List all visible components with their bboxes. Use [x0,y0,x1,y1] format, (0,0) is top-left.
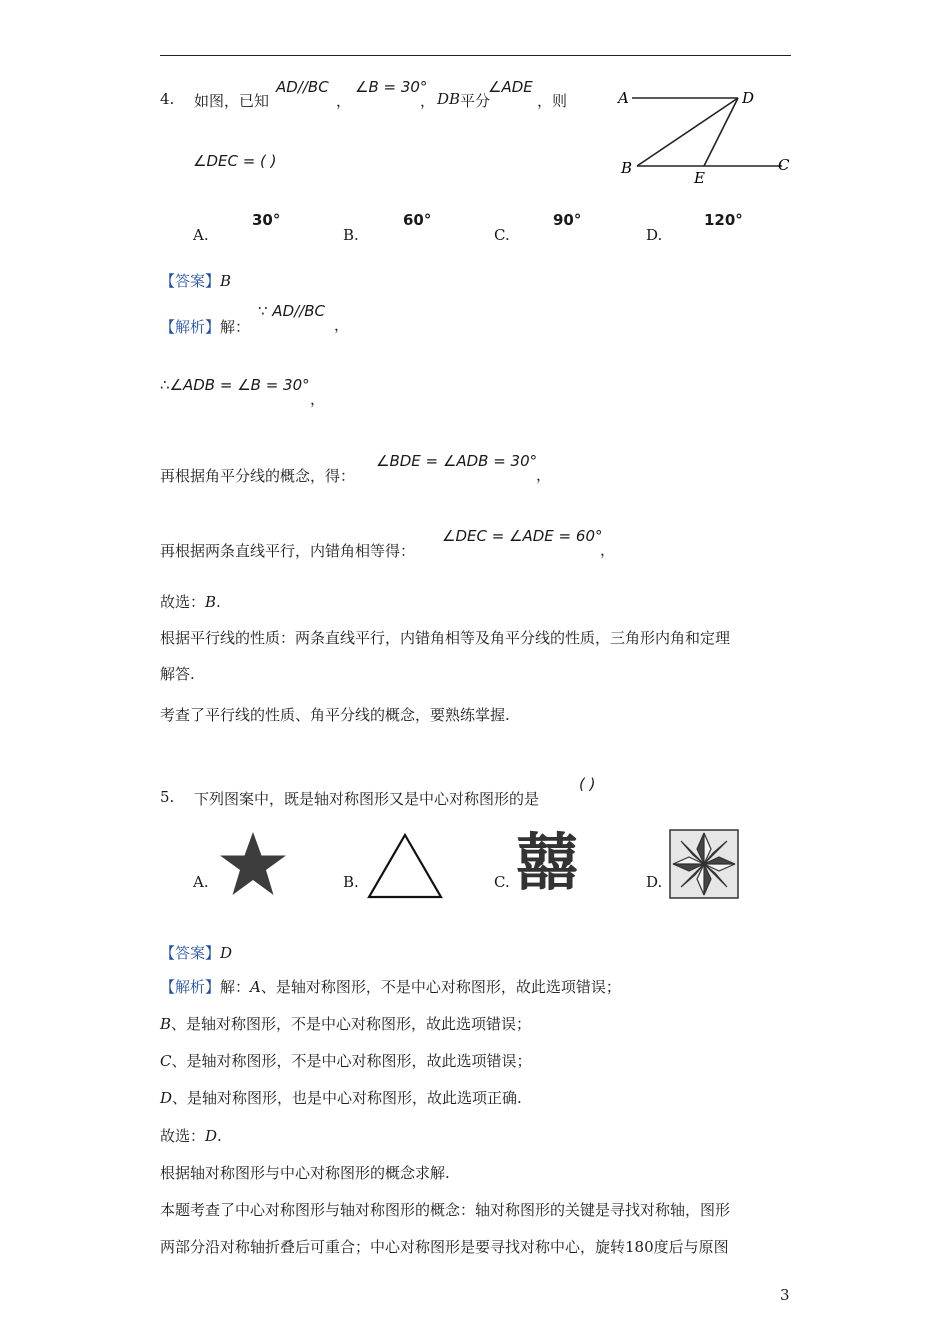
q4-number: 4. [160,90,175,108]
q4-analysis-label [160,316,250,337]
q4-ask: ∠DEC = ( ) [193,152,277,170]
analysis-intro: 解： [220,978,251,996]
analysis-text: 、是轴对称图形，不是中心对称图形，故此选项错误； [171,1052,532,1070]
choose-end: . [216,593,221,611]
answer-letter: B [220,272,232,290]
q5-option-b-letter: B. [343,873,359,891]
analysis-tag: 【解析】 [160,978,221,996]
q4-option-b-letter: B. [343,226,359,244]
five-point-star-icon [218,830,288,898]
page-number: 3 [780,1286,790,1304]
option-letter: C [160,1052,172,1070]
q5-analysis-line-b [160,1013,531,1034]
q4-then: ，则 [537,92,568,110]
analysis-tag: 【解析】 [160,318,221,336]
q4-note1-line2: 解答. [160,665,195,683]
q4-step3-text: 再根据角平分线的概念，得： [160,467,356,485]
q4-option-b-value: 60° [403,211,432,229]
option-letter: A [250,978,261,996]
analysis-intro: 解： [220,318,251,336]
figure-label-d: D [742,89,755,107]
figure-label-c: C [778,156,790,174]
q5-analysis-line-a [160,976,621,997]
q4-step2-punct: ， [310,390,326,408]
double-happiness-icon: 囍 [516,826,577,899]
analysis-text: 、是轴对称图形，不是中心对称图形，故此选项错误； [171,1015,532,1033]
triangle-icon [366,832,444,900]
q4-bisect: 平分 [460,92,491,110]
option-letter: D [160,1089,173,1107]
q4-comma: ， [420,92,436,110]
header-rule [160,55,791,56]
q5-option-c-letter: C. [494,873,510,891]
q4-step4-text: 再根据两条直线平行，内错角相等得： [160,542,416,560]
q4-option-d-letter: D. [646,226,663,244]
figure-label-e: E [694,169,705,187]
q4-option-c-value: 90° [553,211,582,229]
q4-step1-punct: ， [334,316,350,334]
q4-cond-angle-ade: ∠ADE [488,78,533,96]
q4-option-a-letter: A. [193,226,209,244]
analysis-text: 、是轴对称图形，也是中心对称图形，故此选项正确. [172,1089,522,1107]
q4-step2-math: ∴∠ADB = ∠B = 30° [160,376,310,394]
answer-tag: 【答案】 [160,272,221,290]
q4-step3-math: ∠BDE = ∠ADB = 30° [376,452,538,470]
option-letter: B [160,1015,172,1033]
q5-option-d-letter: D. [646,873,663,891]
answer-tag: 【答案】 [160,944,221,962]
q4-choose [160,591,221,612]
q5-paren: ( ) [579,775,596,793]
q4-geometry-figure [612,82,797,187]
q4-cond-angle-b: ∠B = 30° [355,78,428,96]
q4-note2: 考查了平行线的性质、角平分线的概念，要熟练掌握. [160,706,510,724]
q5-analysis-line-d [160,1087,522,1108]
q4-answer [160,270,231,291]
q4-step4-math: ∠DEC = ∠ADE = 60° [442,527,603,545]
q4-cond-parallel: AD//BC [276,78,329,96]
q5-option-a-letter: A. [193,873,209,891]
q4-comma: ， [336,92,352,110]
q5-number: 5. [160,788,175,806]
q4-db: DB [437,90,461,108]
pinwheel-tile-icon [669,829,739,899]
q4-option-a-value: 30° [252,211,281,229]
choose-letter: D [205,1127,218,1145]
choose-end: . [217,1127,222,1145]
q5-note2-line1: 本题考查了中心对称图形与轴对称图形的概念：轴对称图形的关键是寻找对称轴，图形 [160,1201,731,1219]
q5-question: 下列图案中，既是轴对称图形又是中心对称图形的是 [194,790,540,808]
q5-analysis-line-c [160,1050,532,1071]
q5-note1: 根据轴对称图形与中心对称图形的概念求解. [160,1164,450,1182]
q4-intro: 如图，已知 [194,92,270,110]
q5-note2-line2: 两部分沿对称轴折叠后可重合；中心对称图形是要寻找对称中心，旋转180度后与原图 [160,1238,729,1256]
choose-text: 故选： [160,1127,206,1145]
q4-option-c-letter: C. [494,226,510,244]
choose-text: 故选： [160,593,206,611]
figure-label-b: B [621,159,633,177]
figure-label-a: A [618,89,629,107]
q5-answer [160,942,232,963]
q4-step3-punct: ， [536,466,552,484]
q5-choose [160,1125,222,1146]
q4-step1-math: ∵ AD//BC [258,302,325,320]
choose-letter: B [205,593,217,611]
q4-option-d-value: 120° [704,211,743,229]
analysis-text: 、是轴对称图形，不是中心对称图形，故此选项错误； [260,978,621,996]
q4-step4-punct: ， [600,541,616,559]
q4-note1-line1: 根据平行线的性质：两条直线平行，内错角相等及角平分线的性质，三角形内角和定理 [160,629,731,647]
answer-letter: D [220,944,233,962]
